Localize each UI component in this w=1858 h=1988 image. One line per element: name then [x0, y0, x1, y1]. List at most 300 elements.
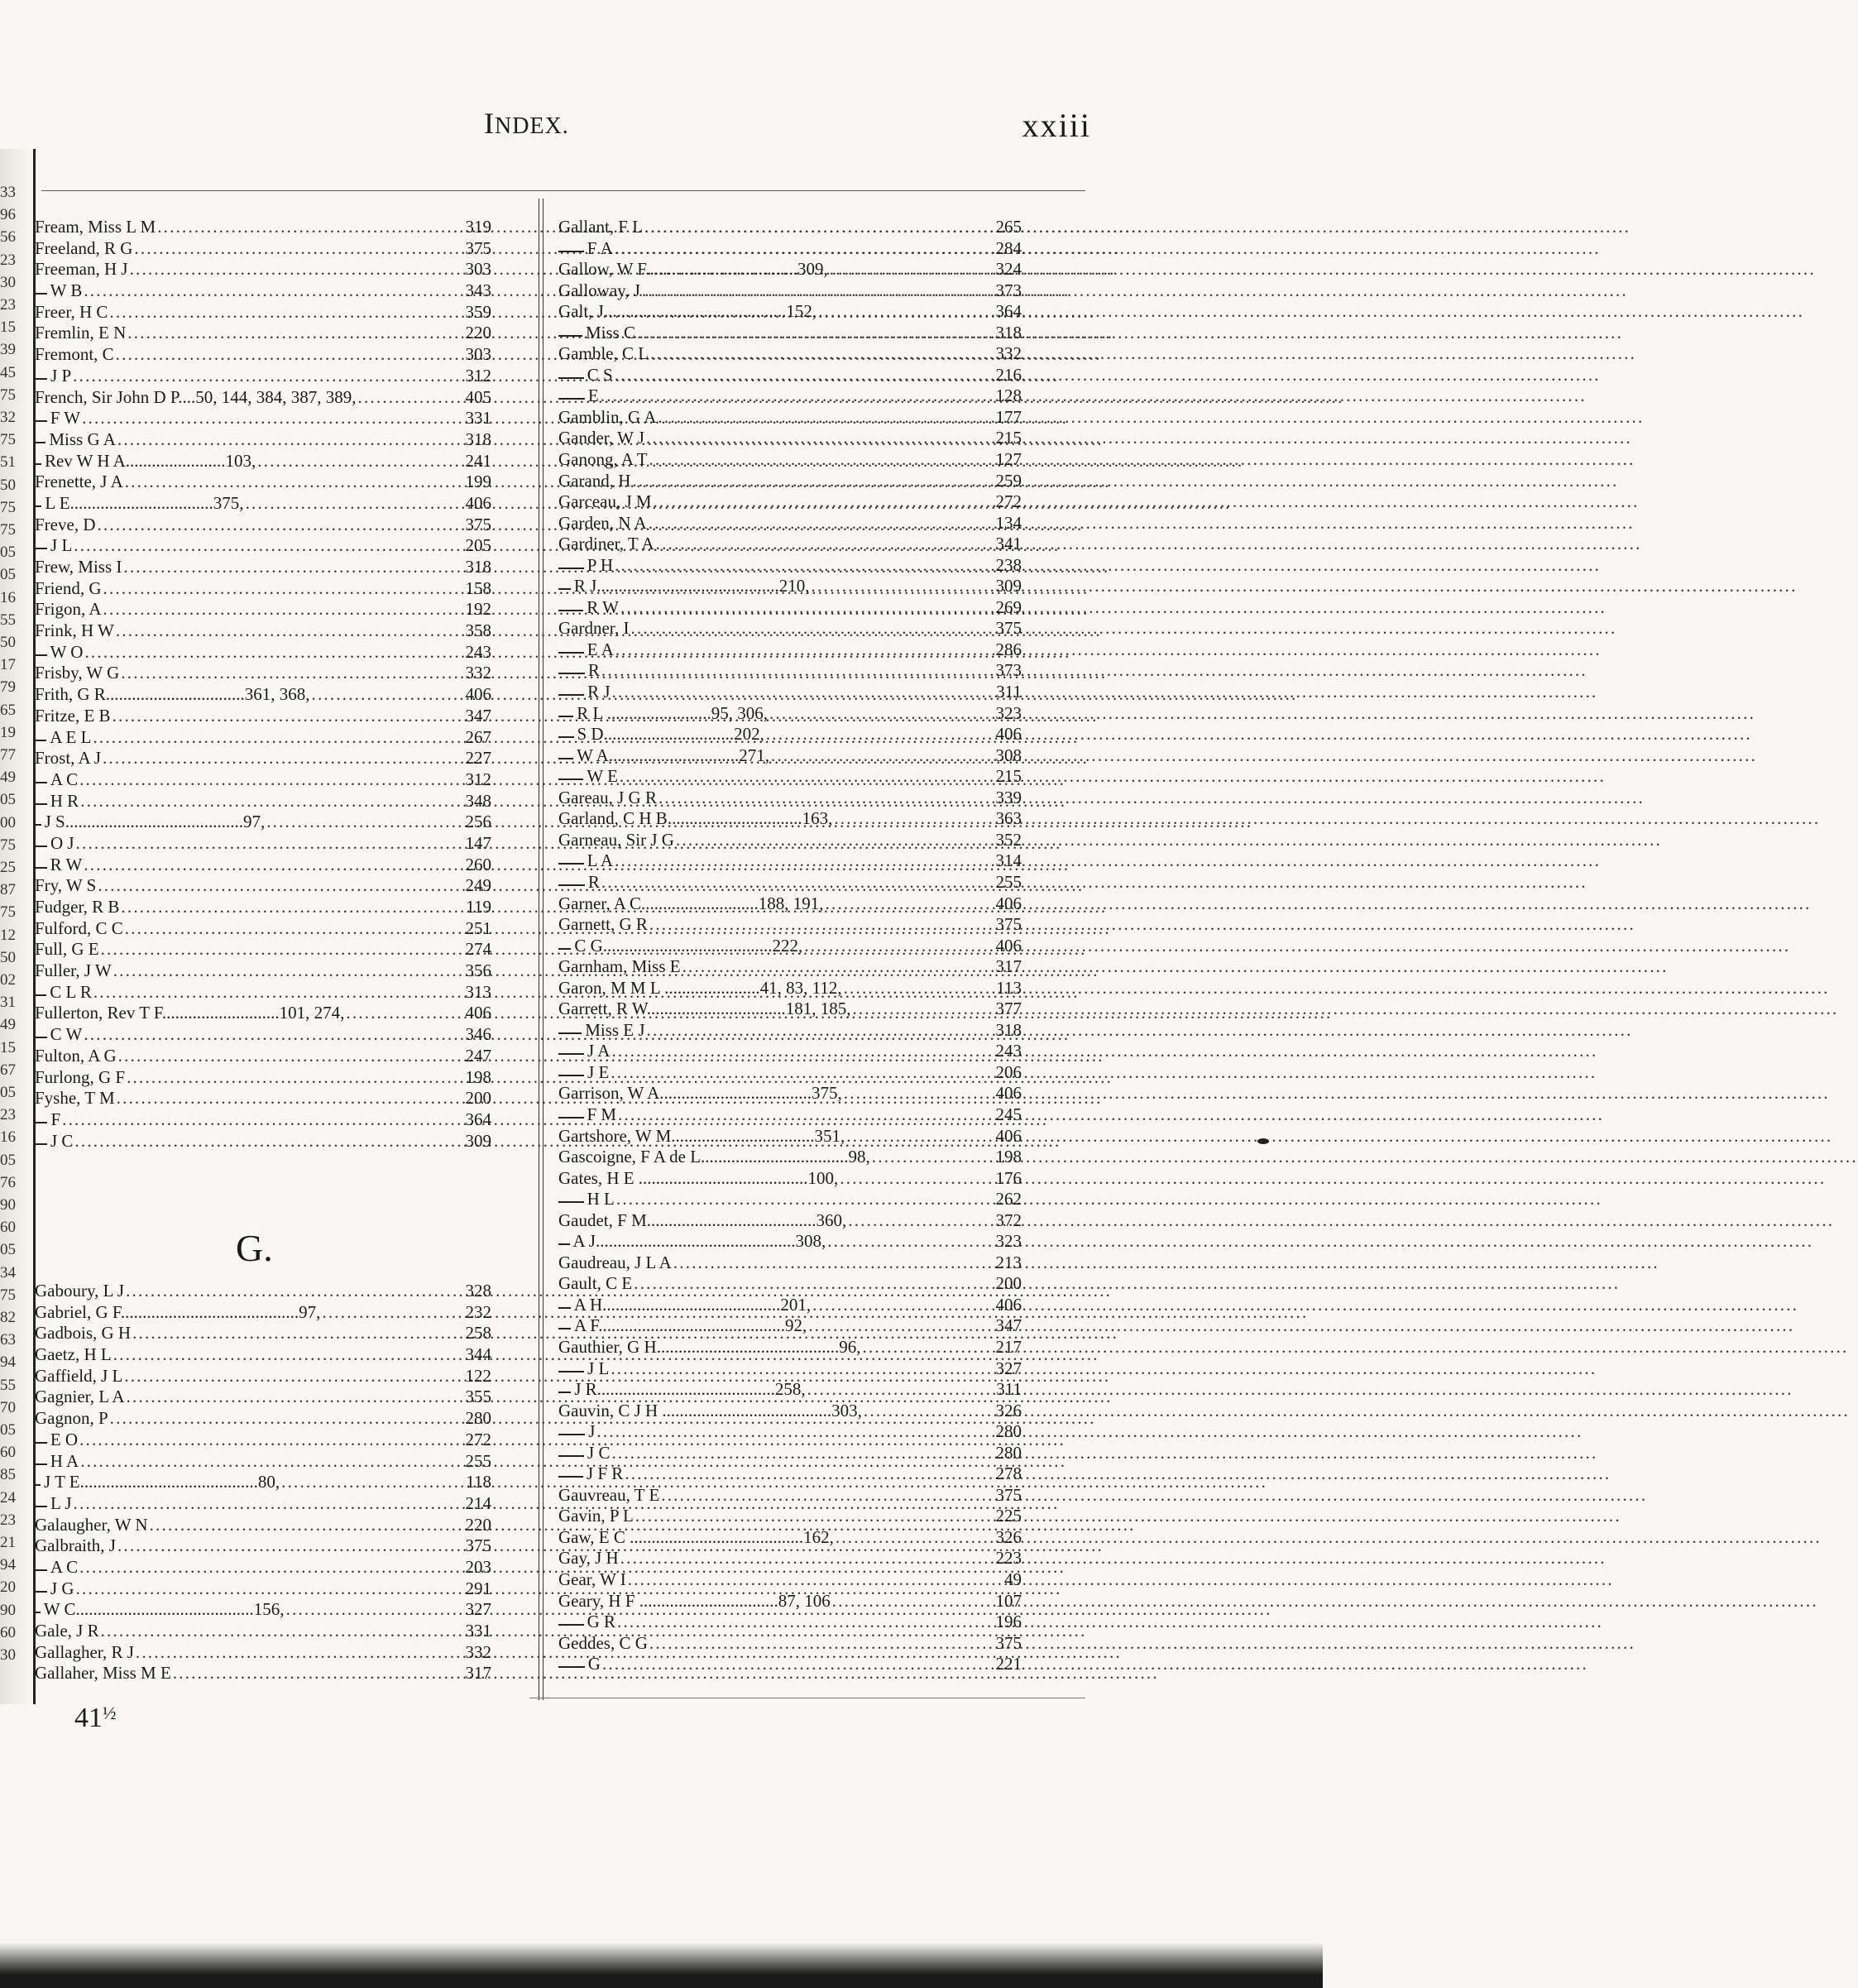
facing-page-number: 33: [0, 184, 16, 201]
dot-leader: [634, 1273, 994, 1295]
facing-page-number: 49: [0, 1016, 16, 1034]
ditto-dash: [35, 782, 47, 783]
entry-name: J G: [50, 1578, 74, 1598]
entry-name: Galt, J..........................................152,: [558, 301, 817, 322]
ditto-dash: [35, 1122, 47, 1123]
entry-pages: 356: [465, 960, 491, 981]
dot-leader: [620, 766, 994, 788]
index-entry: [558, 1401, 1022, 1422]
entry-pages: 206: [995, 1061, 1022, 1082]
dot-leader: [116, 344, 464, 366]
facing-page-number: 75: [0, 431, 16, 449]
entry-pages: 221: [995, 1654, 1022, 1674]
entry-pages: 255: [465, 1450, 491, 1471]
scan-shadow: [0, 1942, 1323, 1988]
index-entry: [558, 808, 1022, 830]
dot-leader: [812, 576, 994, 597]
entry-pages: 303: [465, 259, 491, 280]
entry-name: W E: [587, 766, 618, 787]
facing-page-number: 23: [0, 1511, 16, 1529]
ditto-dash: [558, 1032, 582, 1034]
index-entry: [558, 238, 1022, 260]
entry-name: W A..............................271,: [577, 745, 770, 765]
entry-name: Garden, N A: [558, 512, 647, 533]
dot-leader: [628, 1569, 1003, 1591]
facing-page-number: 90: [0, 1601, 16, 1619]
index-entry: [558, 745, 1022, 767]
index-entry: [558, 555, 1022, 577]
dot-leader: [620, 1548, 994, 1569]
index-entry: [558, 1273, 1022, 1295]
entry-pages: 346: [465, 1024, 491, 1045]
entry-name: G R: [587, 1612, 615, 1632]
index-entry: [558, 1506, 1022, 1527]
facing-page-number: 16: [0, 1128, 16, 1147]
ditto-dash: [35, 1591, 47, 1593]
entry-pages: 200: [995, 1273, 1022, 1294]
entry-pages: 359: [465, 301, 491, 322]
dot-leader: [601, 386, 994, 407]
dot-leader: [125, 472, 464, 493]
ditto-dash: [35, 1612, 41, 1613]
dot-leader: [615, 555, 994, 577]
dot-leader: [79, 769, 463, 791]
entry-name: Gallagher, R J: [35, 1641, 134, 1662]
entry-pages: 107: [995, 1590, 1022, 1611]
entry-pages: 364: [465, 1109, 491, 1129]
index-entry: [35, 960, 491, 982]
dot-leader: [117, 1535, 464, 1557]
entry-pages: 215: [995, 428, 1022, 448]
entry-name: Gates, H E .......................................100,: [558, 1167, 839, 1188]
entry-name: Gardiner, T A: [558, 534, 654, 554]
dot-leader: [127, 1067, 463, 1089]
ditto-dash: [558, 1117, 584, 1119]
index-entry: [558, 956, 1022, 978]
index-entry: [558, 618, 1022, 640]
entry-pages: 311: [996, 1379, 1022, 1400]
facing-page-number: 32: [0, 409, 16, 426]
entry-pages: 327: [995, 1358, 1022, 1378]
entry-name: Fullerton, Rev T F...........................101, 274,: [35, 1003, 345, 1023]
dot-leader: [312, 684, 464, 706]
ditto-dash: [35, 740, 46, 741]
ditto-dash: [35, 1143, 47, 1145]
index-entry: [558, 280, 1022, 302]
dot-leader: [682, 956, 994, 978]
index-entry: [35, 1451, 491, 1473]
entry-name: Fremont, C: [35, 344, 114, 365]
index-entry: [558, 217, 1022, 238]
index-entry: [35, 259, 491, 280]
entry-name: Gaetz, H L: [35, 1344, 112, 1365]
entry-pages: 203: [465, 1556, 491, 1577]
right-column: [558, 217, 1022, 1675]
index-entry: [558, 1633, 1022, 1655]
index-entry: [35, 620, 491, 642]
entry-name: Frost, A J: [35, 748, 101, 769]
dot-leader: [173, 1663, 464, 1684]
entry-pages: 375: [995, 1484, 1022, 1505]
facing-page-number: 05: [0, 1421, 16, 1439]
entry-pages: 113: [996, 977, 1022, 998]
entry-pages: 375: [995, 618, 1022, 639]
entry-name: Gaw, E C ........................................162,: [558, 1526, 834, 1547]
dot-leader: [150, 1515, 464, 1536]
facing-page-number: 63: [0, 1331, 16, 1349]
entry-pages: 375: [995, 914, 1022, 935]
index-entry: [558, 407, 1022, 429]
facing-page-edge: [0, 149, 36, 1704]
index-entry: [35, 217, 491, 238]
dot-leader: [646, 428, 994, 449]
index-entry: [35, 1430, 491, 1451]
entry-name: R: [587, 660, 600, 681]
entry-pages: 251: [465, 917, 491, 938]
entry-name: F W: [50, 408, 81, 429]
entry-name: Gagnier, L A: [35, 1387, 125, 1407]
index-list-right: [558, 217, 1022, 1675]
entry-pages: 199: [465, 472, 491, 492]
index-entry: [558, 1083, 1022, 1104]
index-entry: [558, 830, 1022, 851]
index-entry: [558, 449, 1022, 471]
entry-pages: 348: [465, 790, 491, 811]
facing-page-number: 34: [0, 1263, 16, 1281]
entry-name: R L ........................95, 306,: [577, 702, 769, 723]
dot-leader: [836, 1527, 994, 1549]
index-entry: [558, 766, 1022, 788]
entry-name: Garneau, Sir J G: [558, 829, 674, 850]
facing-page-number: 85: [0, 1466, 16, 1484]
dot-leader: [101, 939, 464, 960]
index-entry: [35, 1472, 491, 1493]
dot-leader: [647, 1020, 994, 1042]
dot-leader: [103, 599, 464, 620]
entry-pages: 326: [995, 1526, 1022, 1547]
dot-leader: [82, 408, 463, 429]
entry-pages: 280: [465, 1408, 491, 1429]
entry-name: Gault, C E: [558, 1273, 633, 1294]
entry-pages: 220: [465, 323, 491, 343]
index-entry: [35, 280, 491, 302]
dot-leader: [654, 491, 994, 513]
entry-pages: 331: [465, 408, 491, 429]
index-entry: [558, 999, 1022, 1020]
entry-name: J T E.........................................80,: [44, 1472, 280, 1492]
ditto-dash: [35, 505, 41, 507]
index-entry: [558, 872, 1022, 893]
page-number: xxiii: [1022, 107, 1091, 144]
dot-leader: [116, 620, 464, 642]
dot-leader: [98, 875, 463, 897]
dot-leader: [322, 1302, 463, 1324]
index-entry: [35, 982, 491, 1004]
index-entry: [558, 1485, 1022, 1507]
entry-pages: 372: [995, 1210, 1022, 1230]
entry-name: H R: [50, 790, 79, 811]
ditto-dash: [558, 588, 571, 590]
entry-name: J L: [587, 1358, 610, 1378]
index-entry: [35, 791, 491, 812]
entry-pages: 363: [995, 808, 1022, 829]
entry-name: Miss C: [585, 322, 636, 343]
index-entry: [558, 576, 1022, 597]
index-entry: [558, 1104, 1022, 1126]
facing-page-number: 25: [0, 859, 16, 876]
dot-leader: [80, 791, 463, 812]
entry-name: Gallaher, Miss M E: [35, 1663, 171, 1684]
entry-name: J F R: [586, 1463, 624, 1484]
index-entry: [558, 850, 1022, 872]
index-entry: [558, 1295, 1022, 1316]
entry-name: S D..............................202,: [577, 724, 764, 745]
entry-name: W B: [50, 280, 83, 301]
dot-leader: [113, 1344, 464, 1366]
entry-name: Fyshe, T M: [35, 1088, 115, 1109]
entry-name: Garner, A C...........................188, 191,: [558, 893, 824, 913]
ditto-dash: [558, 610, 583, 611]
dot-leader: [118, 1046, 464, 1067]
dot-leader: [358, 387, 464, 409]
entry-pages: 358: [465, 620, 491, 641]
index-entry: [35, 1003, 491, 1024]
facing-page-number: 19: [0, 723, 16, 741]
dot-leader: [80, 1451, 463, 1473]
entry-name: J: [588, 1421, 596, 1442]
entry-pages: 200: [465, 1088, 491, 1109]
index-entry: [35, 1578, 491, 1600]
index-entry: [558, 534, 1022, 555]
entry-name: W C.........................................156,: [43, 1599, 285, 1620]
entry-pages: 406: [465, 684, 491, 705]
index-entry: [35, 1131, 491, 1152]
entry-name: J E: [587, 1061, 610, 1082]
index-entry: [558, 1062, 1022, 1084]
facing-page-number: 75: [0, 498, 16, 516]
facing-page-number: 05: [0, 1084, 16, 1101]
index-entry: [558, 1548, 1022, 1569]
dot-leader: [79, 1557, 463, 1578]
index-entry: [35, 706, 491, 727]
entry-name: Garrison, W A...................................375,: [558, 1083, 842, 1104]
index-entry: [558, 978, 1022, 999]
entry-pages: 406: [465, 492, 491, 513]
facing-page-number: 02: [0, 971, 16, 989]
entry-pages: 313: [465, 981, 491, 1002]
entry-pages: 267: [465, 726, 491, 747]
index-entry: [35, 684, 491, 706]
entry-pages: 318: [465, 429, 491, 449]
ditto-dash: [558, 736, 574, 738]
ditto-dash: [558, 1201, 584, 1203]
entry-pages: 314: [995, 850, 1022, 871]
dot-leader: [103, 578, 464, 600]
entry-pages: 332: [465, 663, 491, 683]
dot-leader: [852, 999, 994, 1020]
entry-name: Gagnon, P: [35, 1408, 108, 1429]
dot-leader: [632, 471, 994, 492]
dot-leader: [74, 1131, 463, 1152]
ditto-dash: [558, 251, 584, 252]
ditto-dash: [558, 863, 584, 865]
ditto-dash: [558, 948, 571, 950]
dot-leader: [846, 1126, 994, 1147]
entry-pages: 232: [465, 1301, 491, 1322]
entry-pages: 127: [995, 449, 1022, 470]
entry-pages: 255: [995, 871, 1022, 892]
index-entry: [35, 1088, 491, 1109]
entry-pages: 265: [995, 217, 1022, 237]
dot-leader: [834, 808, 994, 830]
dot-leader: [62, 1109, 463, 1131]
ditto-dash: [35, 463, 41, 465]
entry-pages: 406: [995, 1125, 1022, 1146]
dot-leader: [602, 1654, 994, 1675]
index-entry: [558, 914, 1022, 936]
entry-name: Ganong, A T: [558, 449, 648, 470]
index-entry: [35, 1109, 491, 1131]
entry-name: R W: [50, 854, 83, 874]
dot-leader: [84, 280, 463, 302]
index-entry: [35, 366, 491, 387]
entry-name: Garceau, J M: [558, 491, 652, 512]
index-entry: [558, 1126, 1022, 1147]
entry-pages: 323: [995, 702, 1022, 723]
entry-pages: 177: [995, 406, 1022, 427]
entry-name: Gauthier, G H..........................................96,: [558, 1336, 861, 1357]
index-entry: [35, 875, 491, 897]
dot-leader: [121, 897, 464, 918]
dot-leader: [872, 1147, 994, 1168]
entry-pages: 347: [465, 705, 491, 726]
entry-name: J C: [587, 1442, 611, 1463]
ditto-dash: [35, 1463, 47, 1465]
dot-leader: [97, 515, 463, 536]
ditto-dash: [558, 1307, 571, 1309]
entry-pages: 341: [995, 534, 1022, 554]
entry-name: Frenette, J A: [35, 472, 123, 492]
index-entry: [35, 535, 491, 557]
entry-name: Friend, G: [35, 577, 102, 598]
index-entry: [35, 1599, 491, 1621]
facing-page-number: 55: [0, 611, 16, 629]
dot-leader: [615, 365, 994, 386]
facing-page-number: 60: [0, 1219, 16, 1237]
index-entry: [558, 471, 1022, 492]
index-entry: [35, 1621, 491, 1642]
entry-pages: 286: [995, 639, 1022, 659]
dot-leader: [84, 1024, 463, 1046]
dot-leader: [127, 1387, 464, 1408]
ditto-dash: [558, 1371, 584, 1372]
index-entry: [558, 491, 1022, 513]
entry-name: Furlong, G F: [35, 1066, 126, 1087]
facing-page-number: 17: [0, 656, 16, 674]
index-entry: [558, 1358, 1022, 1380]
dot-leader: [246, 493, 464, 515]
entry-name: Geary, H F ................................87, 106: [558, 1590, 831, 1611]
facing-page-number: 23: [0, 1106, 16, 1124]
dot-leader: [625, 1463, 994, 1485]
entry-name: Galbraith, J: [35, 1535, 116, 1556]
facing-page-number: 70: [0, 1398, 16, 1416]
entry-pages: 312: [465, 769, 491, 789]
dot-leader: [266, 812, 463, 833]
page-title: INDEX.: [484, 107, 569, 140]
facing-page-number: 50: [0, 948, 16, 966]
entry-pages: 406: [995, 935, 1022, 956]
index-entry: [35, 1408, 491, 1430]
entry-name: Miss G A: [49, 429, 116, 449]
index-entry: [35, 642, 491, 663]
facing-page-number: 96: [0, 206, 16, 224]
entry-name: Gale, J R: [35, 1621, 99, 1641]
facing-page-number: 67: [0, 1061, 16, 1079]
entry-name: Freeland, R G: [35, 237, 133, 258]
index-entry: [35, 578, 491, 600]
entry-name: F: [50, 1109, 61, 1129]
entry-name: Full, G E: [35, 939, 99, 960]
facing-page-number: 82: [0, 1309, 16, 1326]
index-entry: [35, 1535, 491, 1557]
dot-leader: [124, 1366, 463, 1387]
entry-pages: 375: [465, 1535, 491, 1556]
dot-leader: [617, 1612, 994, 1633]
dot-leader: [840, 1168, 994, 1190]
dot-leader: [601, 872, 994, 893]
index-entry: [35, 557, 491, 578]
entry-name: French, Sir John D P....50, 144, 384, 387, 389,: [35, 386, 357, 407]
dot-leader: [649, 914, 994, 936]
entry-pages: 241: [465, 450, 491, 471]
index-entry: [35, 1642, 491, 1664]
dot-leader: [649, 1633, 994, 1655]
entry-pages: 373: [995, 280, 1022, 300]
entry-name: Gay, J H: [558, 1548, 619, 1569]
entry-name: Gabriel, G F.........................................97,: [35, 1301, 321, 1322]
facing-page-number: 21: [0, 1534, 16, 1551]
entry-name: J A: [587, 1041, 611, 1061]
entry-pages: 213: [995, 1252, 1022, 1272]
index-entry: [558, 1379, 1022, 1401]
ditto-dash: [558, 1624, 584, 1626]
dot-leader: [650, 343, 994, 365]
dot-leader: [611, 1358, 994, 1380]
ditto-dash: [35, 845, 47, 847]
section-letter: G.: [236, 1227, 273, 1269]
index-entry: [558, 1612, 1022, 1633]
entry-pages: 217: [995, 1336, 1022, 1357]
facing-page-number: 55: [0, 1376, 16, 1394]
header-rule: [41, 190, 1085, 191]
entry-pages: 272: [995, 491, 1022, 512]
index-entry: [558, 660, 1022, 682]
entry-name: Gaudreau, J L A: [558, 1252, 672, 1272]
facing-page-number: 05: [0, 791, 16, 809]
entry-name: Fulton, A G: [35, 1045, 117, 1066]
index-entry: [35, 1302, 491, 1324]
facing-page-number: 56: [0, 228, 16, 247]
entry-name: A H.........................................201,: [573, 1294, 812, 1315]
entry-name: F M: [587, 1104, 617, 1124]
entry-pages: 406: [995, 724, 1022, 745]
facing-page-number: 65: [0, 701, 16, 719]
index-entry: [35, 408, 491, 429]
entry-name: Garrett, R W................................181, 185,: [558, 999, 851, 1019]
ditto-dash: [558, 1243, 570, 1245]
entry-name: O J: [50, 832, 74, 853]
